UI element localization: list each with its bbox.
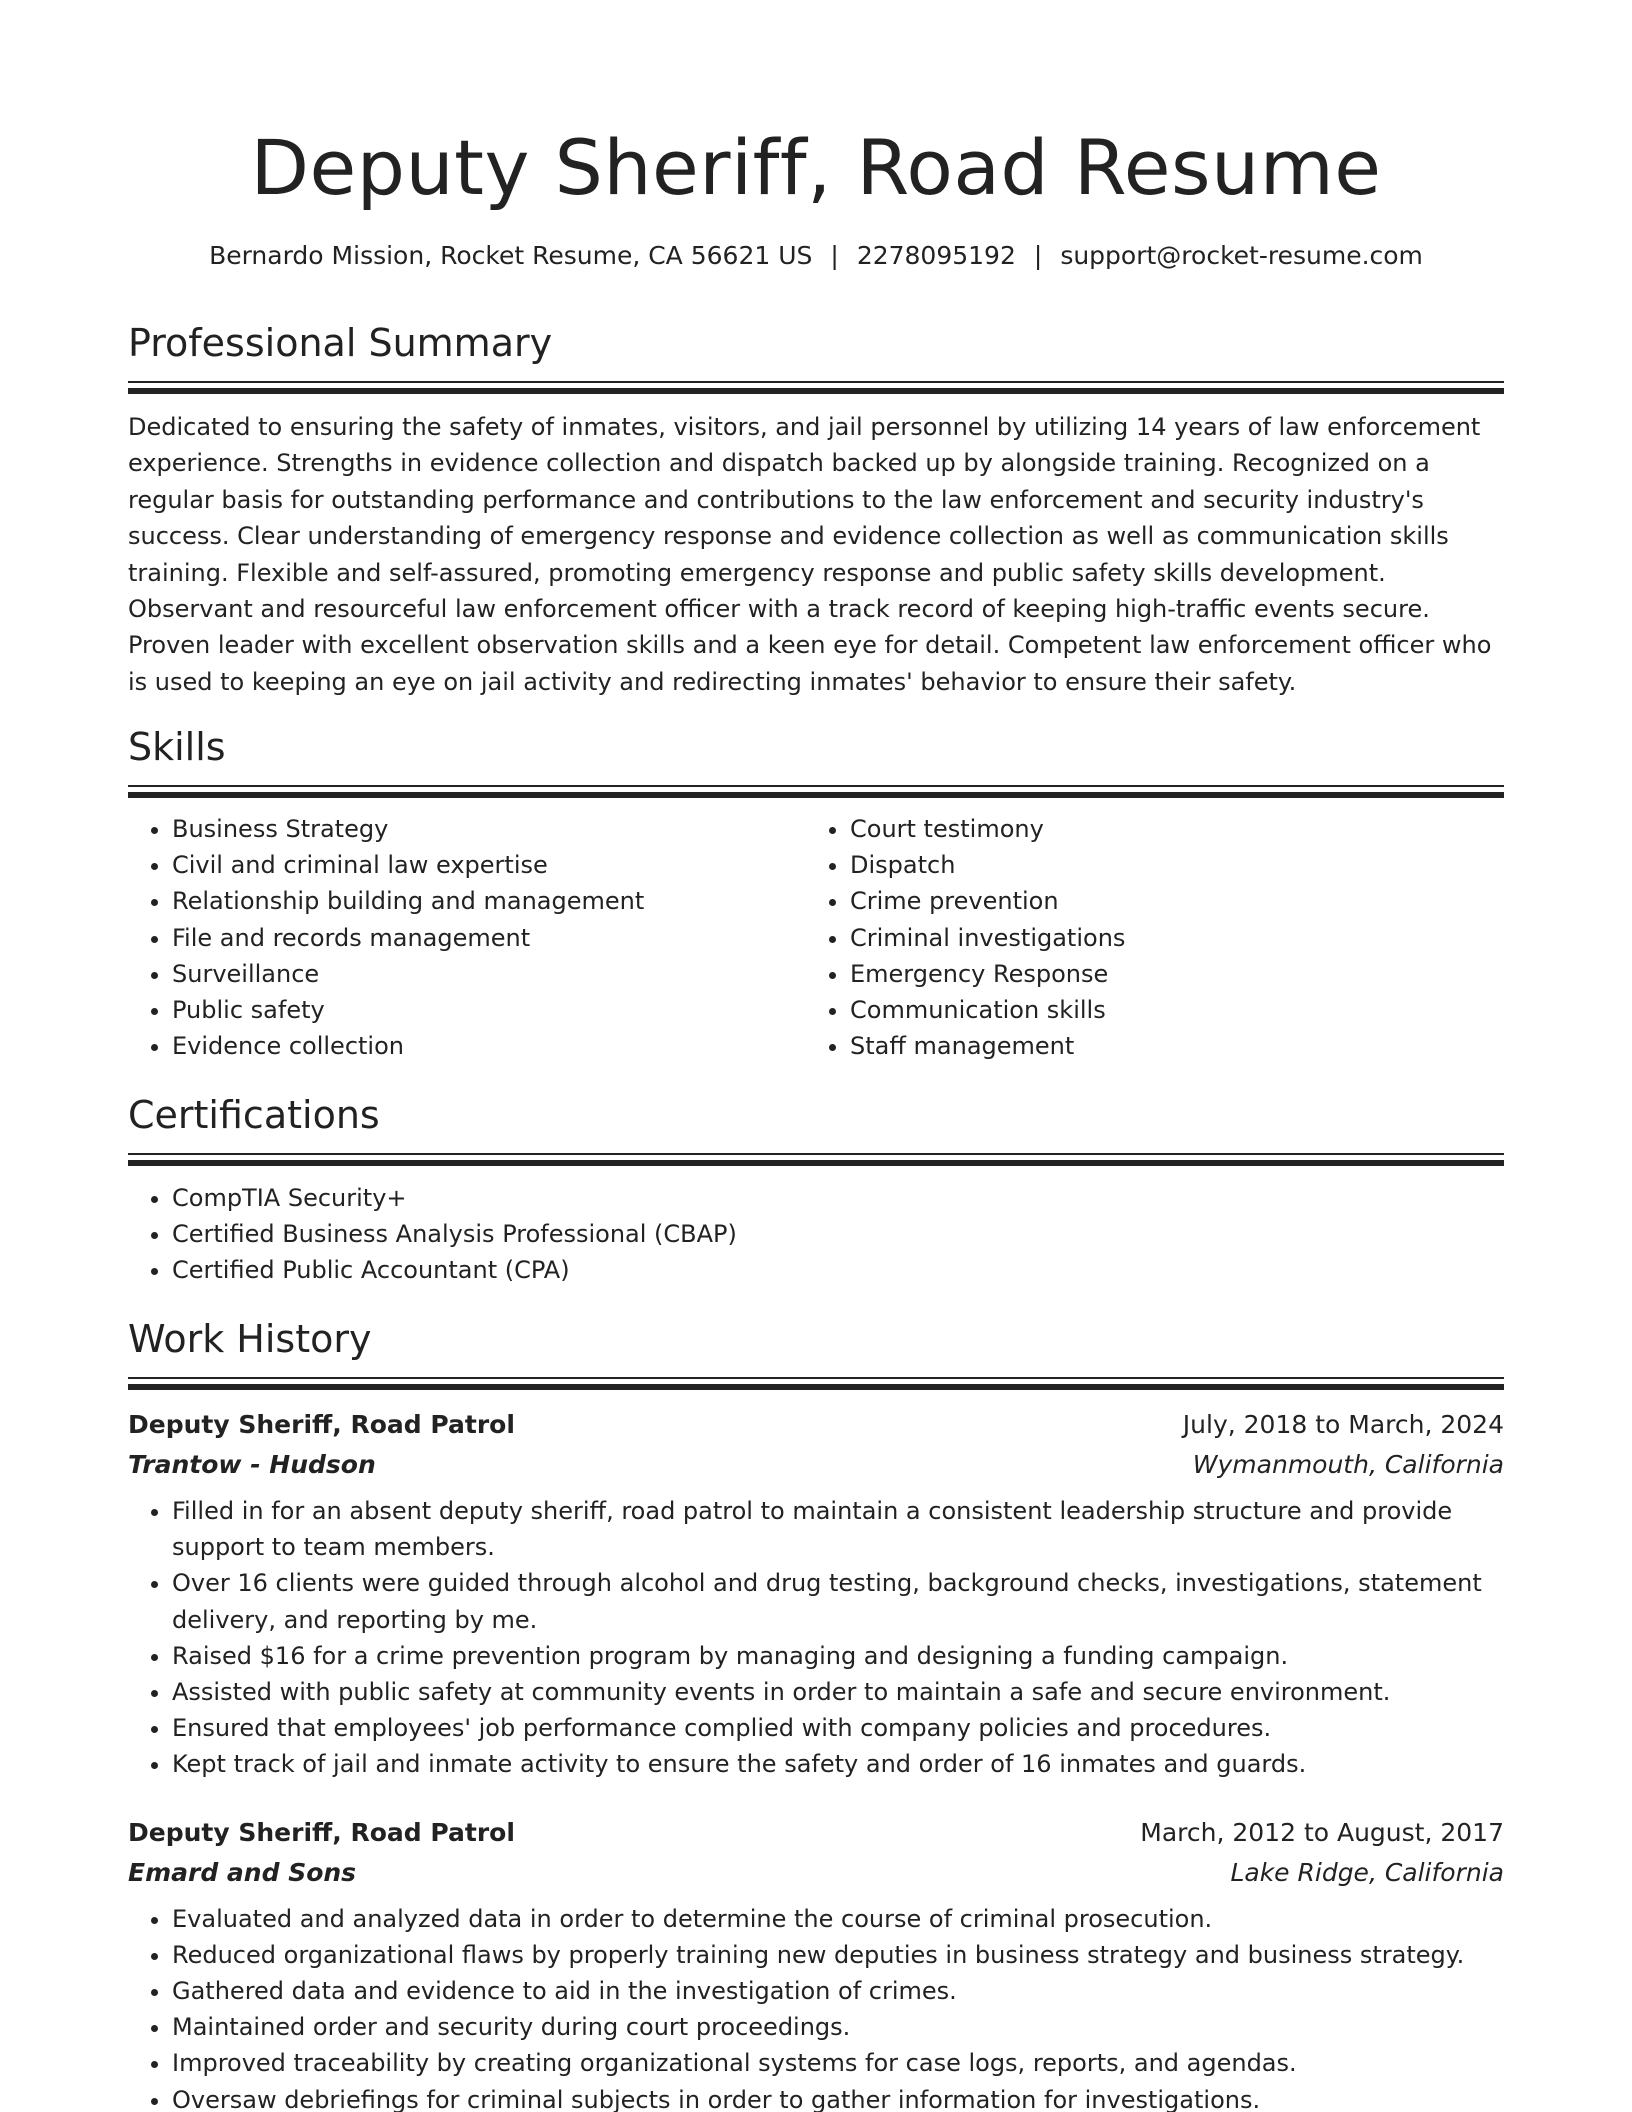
certification-item: • CompTIA Security+	[172, 1180, 1504, 1216]
skill-item: • Relationship building and management	[172, 883, 806, 919]
contact-address: Bernardo Mission, Rocket Resume, CA 56621 US	[209, 241, 813, 270]
summary-heading: Professional Summary	[128, 321, 553, 365]
skills-list-right	[806, 811, 1548, 1064]
skill-item: • Public safety	[172, 992, 806, 1028]
skill-item: • Criminal investigations	[850, 920, 1548, 956]
certifications-list	[128, 1180, 1504, 1289]
skill-item: • Court testimony	[850, 811, 1548, 847]
job-bullet: • Raised $16 for a crime prevention program by managing and designing a funding campaign.	[172, 1638, 1504, 1674]
job-bullet: • Over 16 clients were guided through alcohol and drug testing, background checks, investigations, statement delivery, and reporting by me.	[172, 1565, 1504, 1637]
section-divider	[128, 381, 1504, 395]
contact-line	[128, 238, 1504, 274]
work-history-heading: Work History	[128, 1317, 372, 1361]
job-dates: March, 2012 to August, 2017	[1140, 1817, 1504, 1847]
job-company: Emard and Sons	[128, 1857, 357, 1887]
job-bullet: • Ensured that employees' job performance complied with company policies and procedures.	[172, 1710, 1504, 1746]
job-bullet: • Maintained order and security during court proceedings.	[172, 2009, 1504, 2045]
job-company-row	[128, 1853, 1504, 1893]
job-company: Trantow - Hudson	[128, 1450, 376, 1479]
job-entry	[128, 1405, 1504, 1783]
skill-item: • Business Strategy	[172, 811, 806, 847]
job-bullet: • Kept track of jail and inmate activity to ensure the safety and order of 16 inmates and guards.	[172, 1746, 1504, 1782]
skill-item: • Surveillance	[172, 956, 806, 992]
skills-list-left	[128, 811, 806, 1064]
certification-item: • Certified Business Analysis Professional (CBAP)	[172, 1216, 1504, 1252]
job-bullet: • Filled in for an absent deputy sheriff, road patrol to maintain a consistent leadership structure and provide support to team members.	[172, 1493, 1504, 1565]
contact-separator: |	[830, 241, 839, 270]
job-bullet: • Gathered data and evidence to aid in the investigation of crimes.	[172, 1973, 1504, 2009]
job-dates: July, 2018 to March, 2024	[1182, 1410, 1504, 1439]
section-divider	[128, 785, 1504, 799]
contact-phone: 2278095192	[856, 241, 1016, 270]
job-bullet: • Assisted with public safety at community events in order to maintain a safe and secure environment.	[172, 1674, 1504, 1710]
contact-separator: |	[1033, 241, 1043, 270]
certifications-heading: Certifications	[128, 1093, 380, 1137]
skills-section	[128, 722, 1504, 1064]
contact-email: support@rocket-resume.com	[1060, 241, 1423, 270]
resume-name: Deputy Sheriff, Road Resume	[250, 123, 1382, 212]
job-bullet: • Oversaw debriefings for criminal subjects in order to gather information for investigations.	[172, 2082, 1504, 2112]
section-divider	[128, 1377, 1504, 1391]
skills-heading: Skills	[128, 725, 226, 769]
skill-item: • Emergency Response	[850, 956, 1548, 992]
skill-item: • Staff management	[850, 1028, 1548, 1064]
work-history-section	[128, 1314, 1504, 2112]
skills-columns	[128, 811, 1504, 1064]
summary-section	[128, 318, 1504, 700]
job-title: Deputy Sheriff, Road Patrol	[128, 1817, 515, 1847]
skill-item: • Civil and criminal law expertise	[172, 847, 806, 883]
job-title-row	[128, 1813, 1504, 1853]
job-title-row	[128, 1405, 1504, 1445]
summary-text: Dedicated to ensuring the safety of inmates, visitors, and jail personnel by utilizing 14 years of law enforcement experience. Strengths in evidence collection and dispatch backed up by alongside training. Recognized on a regular basis for outstanding performance and contributions to the law enforcement and security industry's success. Clear understanding of emergency response and evidence collection as well as communication skills training. Flexible and self-assured, promoting emergency response and public safety skills development. Observant and resourceful law enforcement officer with a track record of keeping high-traffic events secure. Proven leader with excellent observation skills and a keen eye for detail. Competent law enforcement officer who is used to keeping an eye on jail activity and redirecting inmates' behavior to ensure their safety.	[128, 413, 1492, 696]
job-bullets	[128, 1493, 1504, 1783]
job-bullet: • Evaluated and analyzed data in order to determine the course of criminal prosecution.	[172, 1901, 1504, 1937]
skill-item: • Evidence collection	[172, 1028, 806, 1064]
job-location: Lake Ridge, California	[1230, 1857, 1504, 1887]
job-location: Wymanmouth, California	[1192, 1450, 1504, 1479]
skill-item: • Dispatch	[850, 847, 1548, 883]
certification-item: • Certified Public Accountant (CPA)	[172, 1252, 1504, 1288]
job-entry	[128, 1813, 1504, 2112]
section-divider	[128, 1153, 1504, 1167]
skill-item: • Crime prevention	[850, 883, 1548, 919]
job-bullet: • Improved traceability by creating organizational systems for case logs, reports, and agendas.	[172, 2045, 1504, 2081]
skill-item: • Communication skills	[850, 992, 1548, 1028]
job-title: Deputy Sheriff, Road Patrol	[128, 1410, 515, 1439]
job-company-row	[128, 1445, 1504, 1485]
job-bullets	[128, 1901, 1504, 2112]
job-bullet: • Reduced organizational flaws by properly training new deputies in business strategy and business strategy.	[172, 1937, 1504, 1973]
skill-item: • File and records management	[172, 920, 806, 956]
certifications-section	[128, 1090, 1504, 1289]
